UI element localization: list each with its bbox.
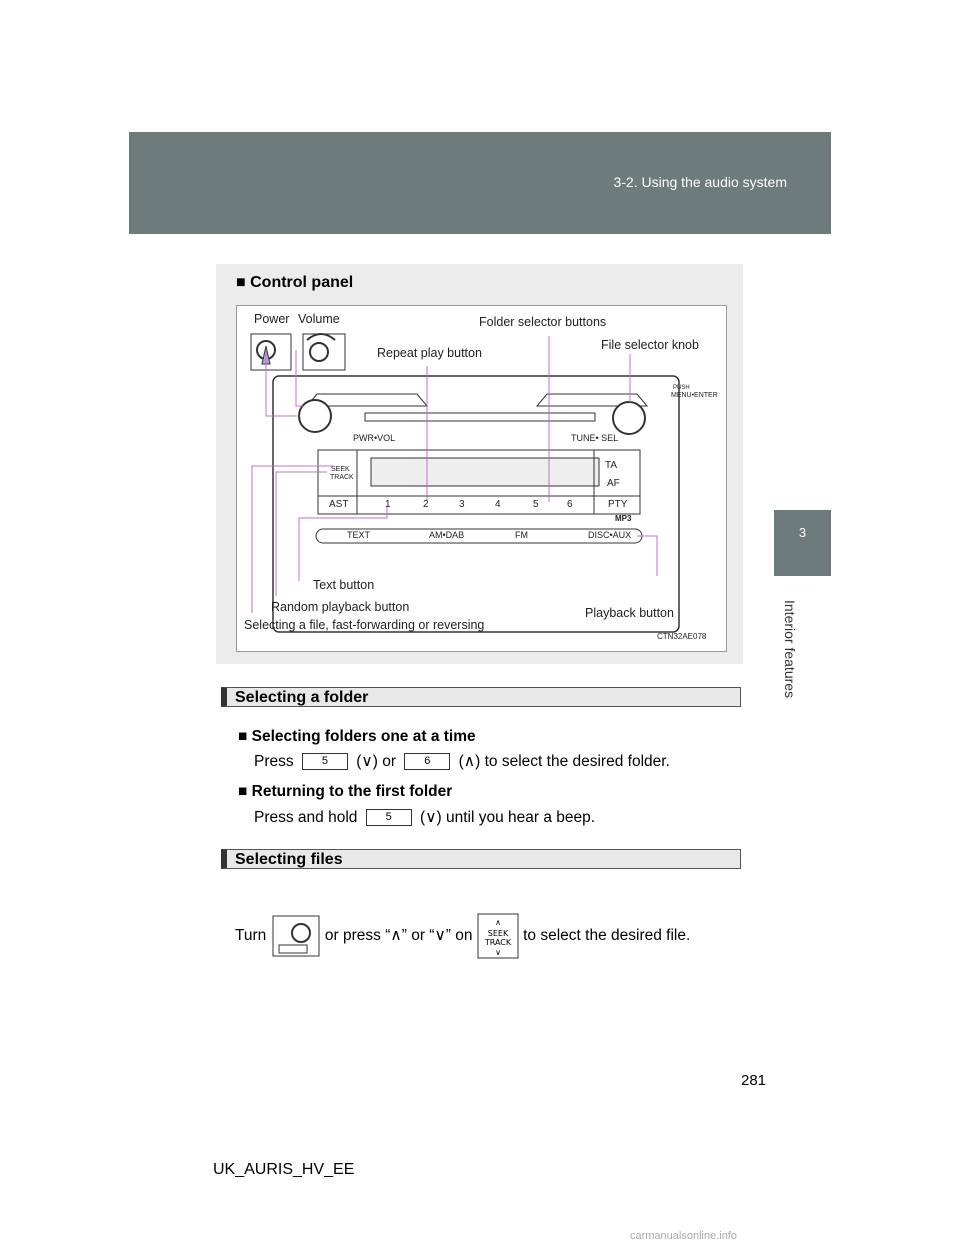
track-text: TRACK — [484, 938, 511, 947]
volume-label: Volume — [298, 312, 340, 326]
header-band — [129, 132, 831, 234]
preset-2[interactable]: 2 — [423, 499, 429, 510]
svg-text:∧: ∧ — [494, 918, 501, 927]
preset-5[interactable]: 5 — [533, 499, 539, 510]
af-button[interactable]: AF — [607, 478, 620, 489]
mp3-logo: MP3 — [615, 514, 632, 523]
key-5-hold: 5 — [366, 809, 412, 826]
repeat-play-label: Repeat play button — [377, 346, 482, 360]
chapter-tab-label: Interior features — [782, 600, 798, 699]
random-playback-label: Random playback button — [271, 600, 410, 614]
watermark: carmanualsonline.info — [630, 1230, 738, 1242]
volume-knob-inset — [303, 334, 345, 370]
seek-track-icon — [477, 913, 519, 959]
file-selector-label: File selector knob — [601, 338, 699, 352]
key-6: 6 — [404, 753, 450, 770]
power-label: Power — [254, 312, 290, 326]
preset-6[interactable]: 6 — [567, 499, 573, 510]
return-heading: ■ Returning to the first folder — [238, 783, 453, 800]
figure-code: CTN32AE078 — [657, 632, 707, 641]
pty-button[interactable]: PTY — [608, 499, 628, 510]
track-label: TRACK — [330, 474, 354, 481]
ast-button[interactable]: AST — [329, 499, 349, 510]
page-number: 281 — [741, 1072, 767, 1089]
am-dab-button[interactable]: AM•DAB — [429, 530, 465, 540]
selecting-files-instruction: Turn or press “∧” or “∨” on ∧ SEEK TRACK ∨ to select the desired file. — [235, 913, 690, 959]
section-title: 3-2. Using the audio system — [613, 174, 787, 190]
audio-figure — [236, 305, 727, 652]
preset-3[interactable]: 3 — [459, 499, 465, 510]
fm-button[interactable]: FM — [515, 530, 528, 540]
key-5: 5 — [302, 753, 348, 770]
folder-selector-label: Folder selector buttons — [479, 315, 607, 329]
tune-knob-icon — [271, 913, 321, 959]
disc-aux-button[interactable]: DISC•AUX — [588, 530, 632, 540]
return-instruction: Press and hold 5 (∨) until you hear a beep. — [254, 809, 596, 826]
preset-1[interactable]: 1 — [385, 499, 391, 510]
selecting-file-label: Selecting a file, fast-forwarding or reversing — [244, 618, 485, 632]
seek-label: SEEK — [331, 466, 350, 473]
one-at-time-heading: ■ Selecting folders one at a time — [238, 728, 476, 745]
menu-enter-label: MENU•ENTER — [671, 392, 718, 399]
playback-label: Playback button — [585, 606, 674, 620]
svg-text:∨: ∨ — [494, 948, 501, 957]
push-label: PUSH — [673, 385, 690, 391]
preset-4[interactable]: 4 — [495, 499, 501, 510]
pwr-vol-knob[interactable] — [299, 400, 331, 432]
power-knob-inset — [251, 334, 291, 370]
tune-sel-label: TUNE• SEL — [571, 433, 619, 443]
footer-code: UK_AURIS_HV_EE — [213, 1161, 355, 1178]
text-button-label: Text button — [313, 578, 375, 592]
ta-button[interactable]: TA — [605, 460, 618, 471]
tune-sel-knob[interactable] — [613, 402, 645, 434]
selecting-folder-heading: Selecting a folder — [221, 687, 741, 707]
text-button[interactable]: TEXT — [347, 530, 371, 540]
seek-text: SEEK — [487, 929, 509, 938]
pwr-vol-label: PWR•VOL — [353, 433, 396, 443]
chapter-tab: 3 — [774, 510, 831, 576]
control-panel-title: ■ Control panel — [236, 274, 354, 291]
one-at-time-instruction: Press 5 (∨) or 6 (∧) to select the desired folder. — [254, 753, 670, 770]
selecting-files-heading: Selecting files — [221, 849, 741, 869]
